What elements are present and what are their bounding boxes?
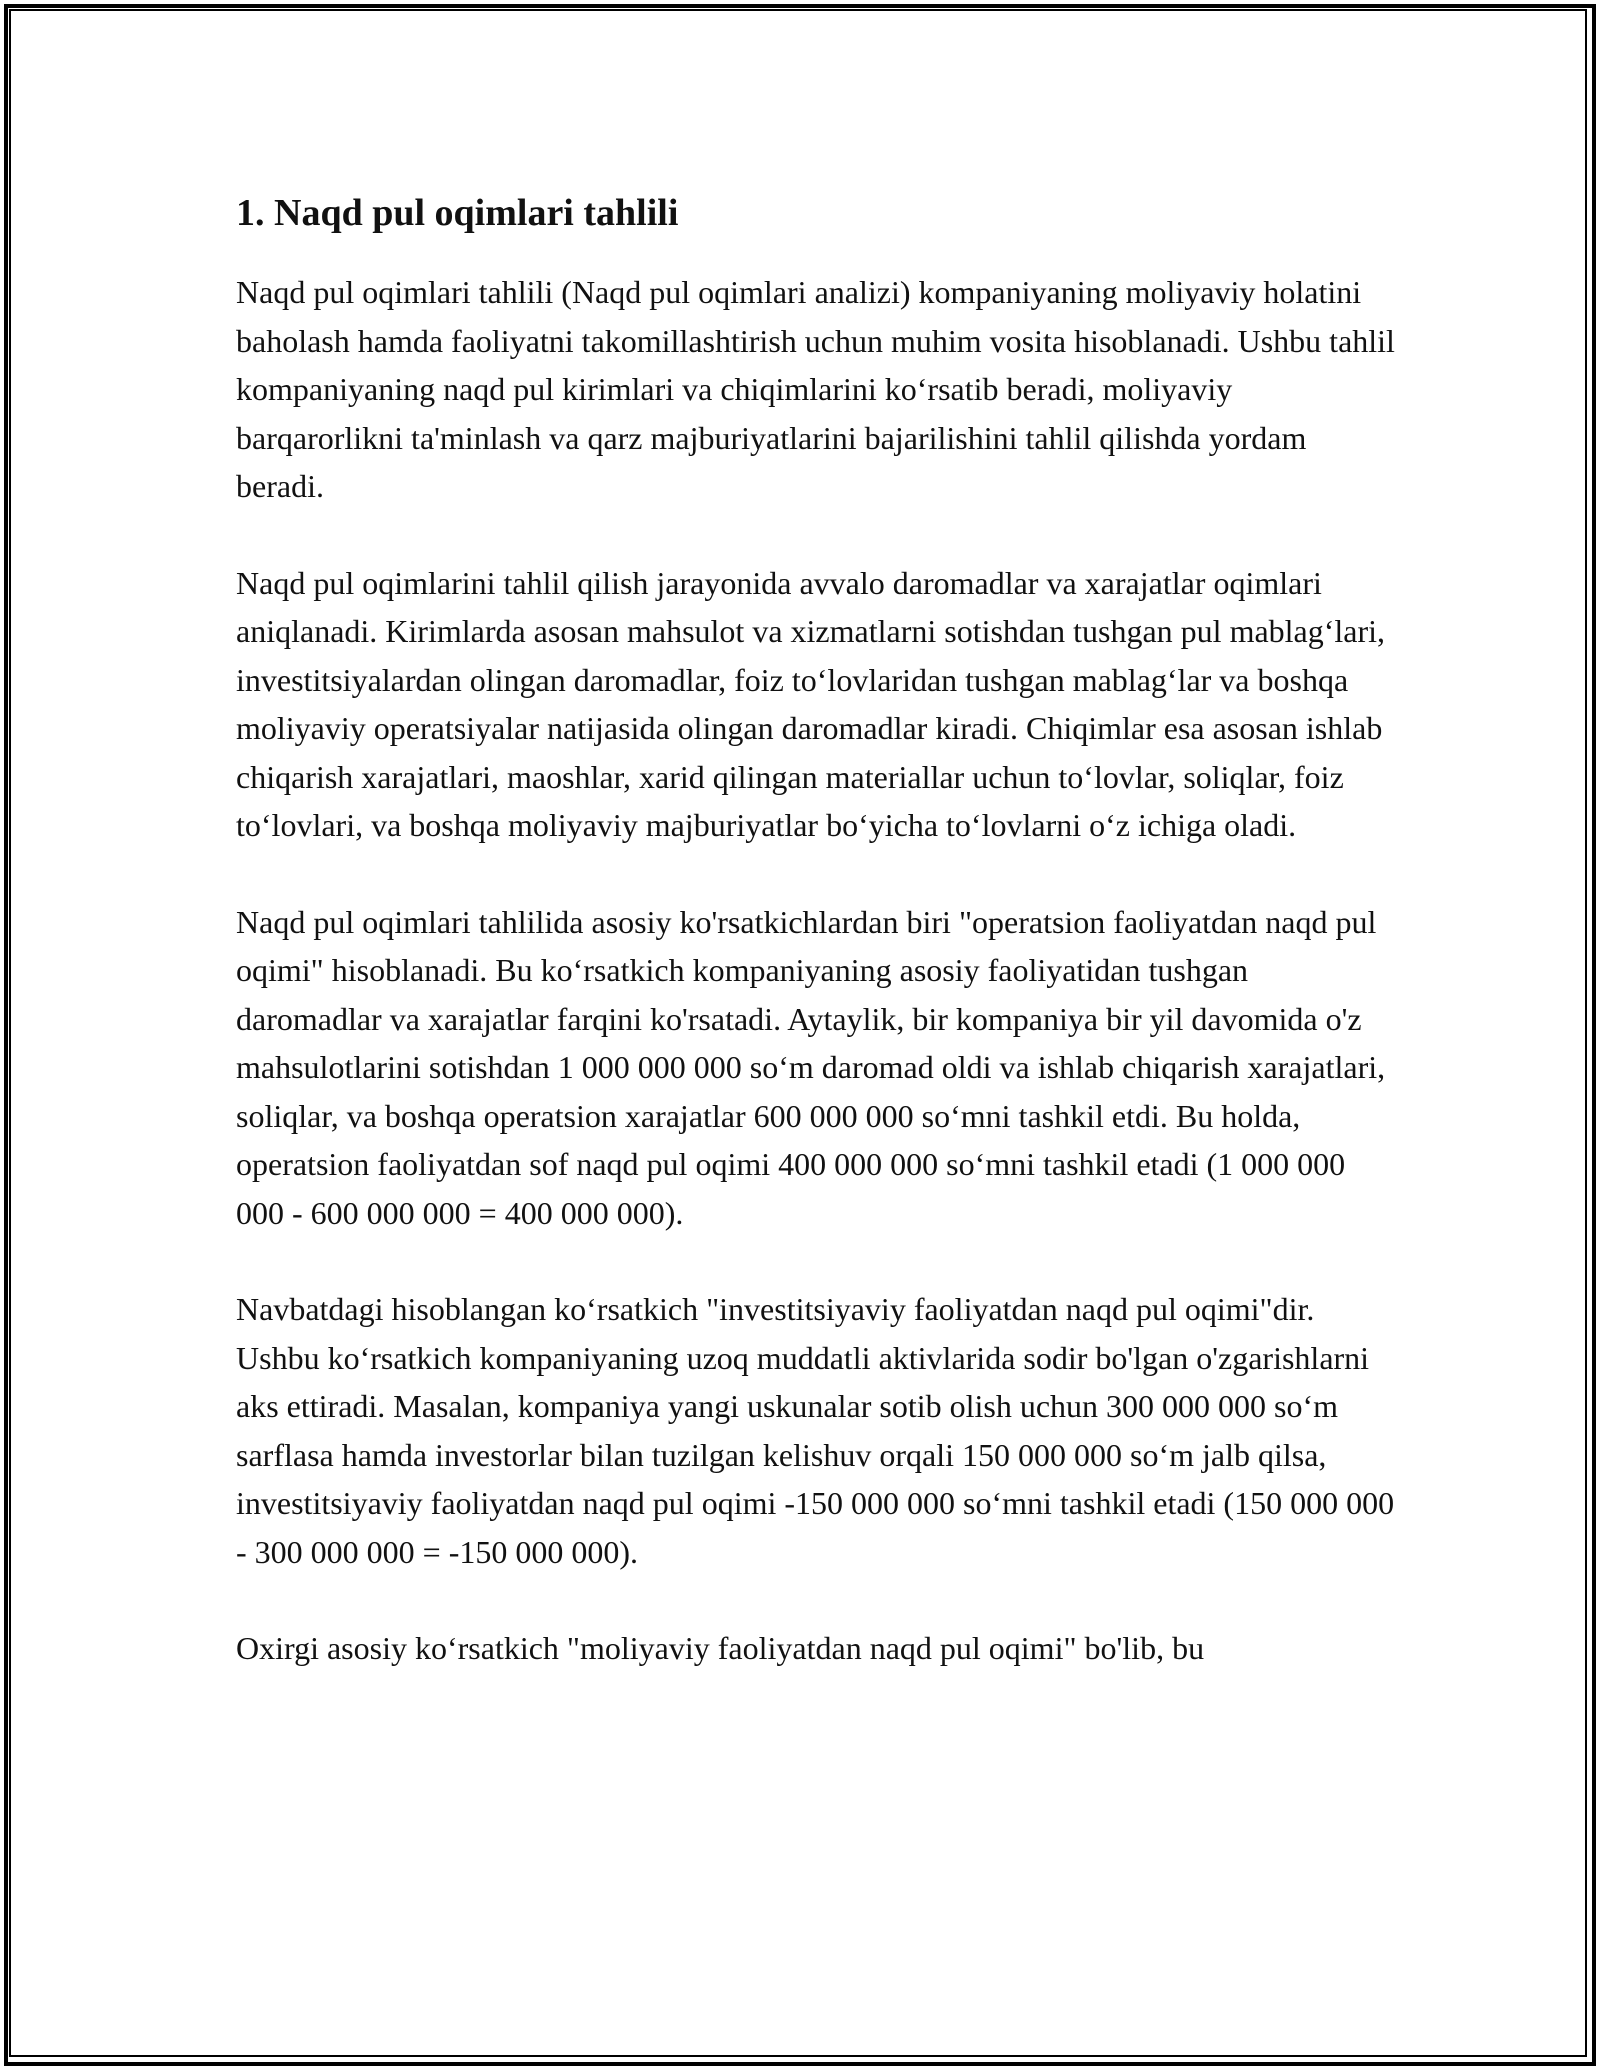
paragraph-operating-cash-flow: Naqd pul oqimlari tahlilida asosiy ko'rsatkichlardan biri "operatsion faoliyatdan naqd pul oqimi" hisoblanadi. Bu ko‘rsatkich kompaniyaning asosiy faoliyatidan tushgan daromadlar va xarajatlar farqini ko'rsatadi. Aytaylik, bir kompaniya bir yil davomida o'z mahsulotlarini sotishdan 1 000 000 000 so‘m daromad oldi va ishlab chiqarish xarajatlari, soliqlar, va boshqa operatsion xarajatlar 600 000 000 so‘mni tashkil etdi. Bu holda, operatsion faoliyatdan sof naqd pul oqimi 400 000 000 so‘mni tashkil etadi (1 000 000 000 - 600 000 000 = 400 000 000). — [236, 903, 1386, 1231]
paragraph-investing-cash-flow: Navbatdagi hisoblangan ko‘rsatkich "investitsiyaviy faoliyatdan naqd pul oqimi"dir. Ushbu ko‘rsatkich kompaniyaning uzoq muddatli aktivlarida sodir bo'lgan o'zgarishlarni aks ettiradi. Masalan, kompaniya yangi uskunalar sotib olish uchun 300 000 000 so‘m sarflasa hamda investorlar bilan tuzilgan kelishuv orqali 150 000 000 so‘m jalb qilsa, investitsiyaviy faoliyatdan naqd pul oqimi -150 000 000 so‘mni tashkil etadi (150 000 000 - 300 000 000 = -150 000 000). — [236, 1291, 1395, 1570]
paragraph-inflows-outflows: Naqd pul oqimlarini tahlil qilish jarayonida avvalo daromadlar va xarajatlar oqimlari aniqlanadi. Kirimlarda asosan mahsulot va xizmatlarni sotishdan tushgan pul mablag‘lari, investitsiyalardan olingan daromadlar, foiz to‘lovlaridan tushgan mablag‘lar va boshqa moliyaviy operatsiyalar natijasida olingan daromadlar kiradi. Chiqimlar esa asosan ishlab chiqarish xarajatlari, maoshlar, xarid qilingan materiallar uchun to‘lovlar, soliqlar, foiz to‘lovlari, va boshqa moliyaviy majburiyatlar bo‘yicha to‘lovlarni o‘z ichiga oladi. — [236, 564, 1386, 843]
paragraph-intro: Naqd pul oqimlari tahlili (Naqd pul oqimlari analizi) kompaniyaning moliyaviy holatini baholash hamda faoliyatni takomillashtirish uchun muhim vosita hisoblanadi. Ushbu tahlil kompaniyaning naqd pul kirimlari va chiqimlarini ko‘rsatib beradi, moliyaviy barqarorlikni ta'minlash va qarz majburiyatlarini bajarilishini tahlil qilishda yordam beradi. — [236, 274, 1395, 504]
section-heading: 1. Naqd pul oqimlari tahlili — [236, 192, 679, 234]
document-body — [236, 188, 1396, 1673]
paragraph-financing-cash-flow: Oxirgi asosiy ko‘rsatkich "moliyaviy faoliyatdan naqd pul oqimi" bo'lib, bu — [236, 1630, 1205, 1666]
